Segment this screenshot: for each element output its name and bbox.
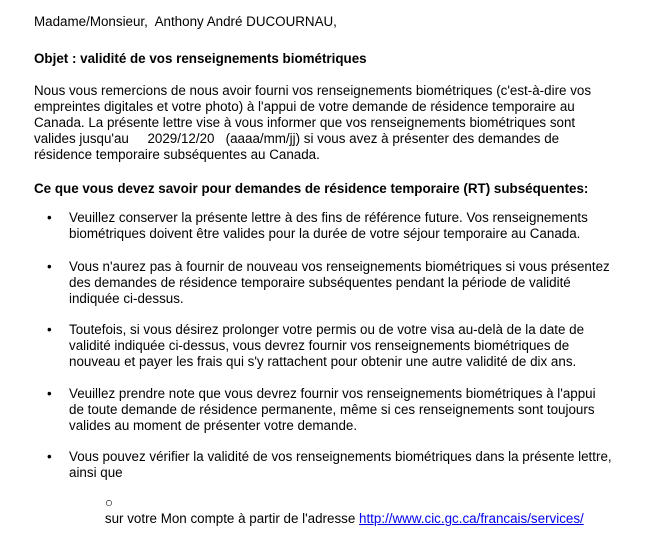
intro-line: empreintes digitales et votre photo) à l'appui de votre demande de résidence temporaire au bbox=[34, 99, 575, 114]
bullet-line: Veuillez prendre note que vous devrez fournir vos renseignements biométriques à l'appui bbox=[69, 386, 596, 401]
ircc-services-link[interactable]: http://www.cic.gc.ca/francais/services/ bbox=[359, 511, 584, 526]
bullet-line: biométriques doivent être valides pour la durée de votre séjour temporaire au Canada. bbox=[69, 226, 581, 241]
bullet-line: ainsi que bbox=[69, 465, 123, 480]
bullet-line: Vous n'aurez pas à fournir de nouveau vos renseignements biométriques si vous présentez bbox=[69, 259, 610, 274]
bullet-dot: • bbox=[47, 210, 52, 225]
section-heading: Ce que vous devez savoir pour demandes de résidence temporaire (RT) subséquentes: bbox=[34, 181, 589, 196]
bullet-line: Toutefois, si vous désirez prolonger votre permis ou de votre visa au-delà de la date de bbox=[69, 322, 585, 337]
intro-line: valides jusqu'au 2029/12/20 (aaaa/mm/jj) si vous avez à présenter des demandes de bbox=[34, 131, 560, 146]
bullet-dot: • bbox=[47, 386, 52, 401]
intro-line: résidence temporaire subséquentes au Canada. bbox=[34, 147, 320, 162]
salutation: Madame/Monsieur, Anthony André DUCOURNAU, bbox=[34, 14, 337, 29]
intro-line: Canada. La présente lettre vise à vous informer que vos renseignements biométriques sont bbox=[34, 115, 576, 130]
bullet-line: nouveau et payer les frais qui s'y rattachent pour obtenir une autre validité de dix ans. bbox=[69, 354, 577, 369]
bullet-line: indiquée ci-dessus. bbox=[69, 291, 184, 306]
bullet-line: Vous pouvez vérifier la validité de vos renseignements biométriques dans la présente lettre, bbox=[69, 449, 612, 464]
bullet-line: de toute demande de résidence permanente, même si ces renseignements sont toujours bbox=[69, 402, 595, 417]
bullet-line: valides au moment de présenter votre demande. bbox=[69, 418, 358, 433]
intro-paragraph bbox=[34, 83, 594, 163]
bullet-line: validité indiquée ci-dessus, vous devrez fournir vos renseignements biométriques de bbox=[69, 338, 570, 353]
bullet-dot: • bbox=[47, 322, 52, 337]
intro-line: Nous vous remercions de nous avoir fourni vos renseignements biométriques (c'est-à-dire vos bbox=[34, 83, 592, 98]
sub-bullet-symbol: ○ bbox=[104, 495, 113, 510]
sub-bullet-text: sur votre Mon compte à partir de l'adresse bbox=[104, 511, 360, 526]
sub-bullet-item bbox=[90, 479, 584, 543]
bullet-line: des demandes de résidence temporaire subséquentes pendant la période de validité bbox=[69, 275, 571, 290]
bullet-line: Veuillez conserver la présente lettre à des fins de référence future. Vos renseignements bbox=[69, 210, 588, 225]
bullet-dot: • bbox=[47, 449, 52, 464]
subject-line: Objet : validité de vos renseignements biométriques bbox=[34, 51, 367, 66]
bullet-dot: • bbox=[47, 259, 52, 274]
